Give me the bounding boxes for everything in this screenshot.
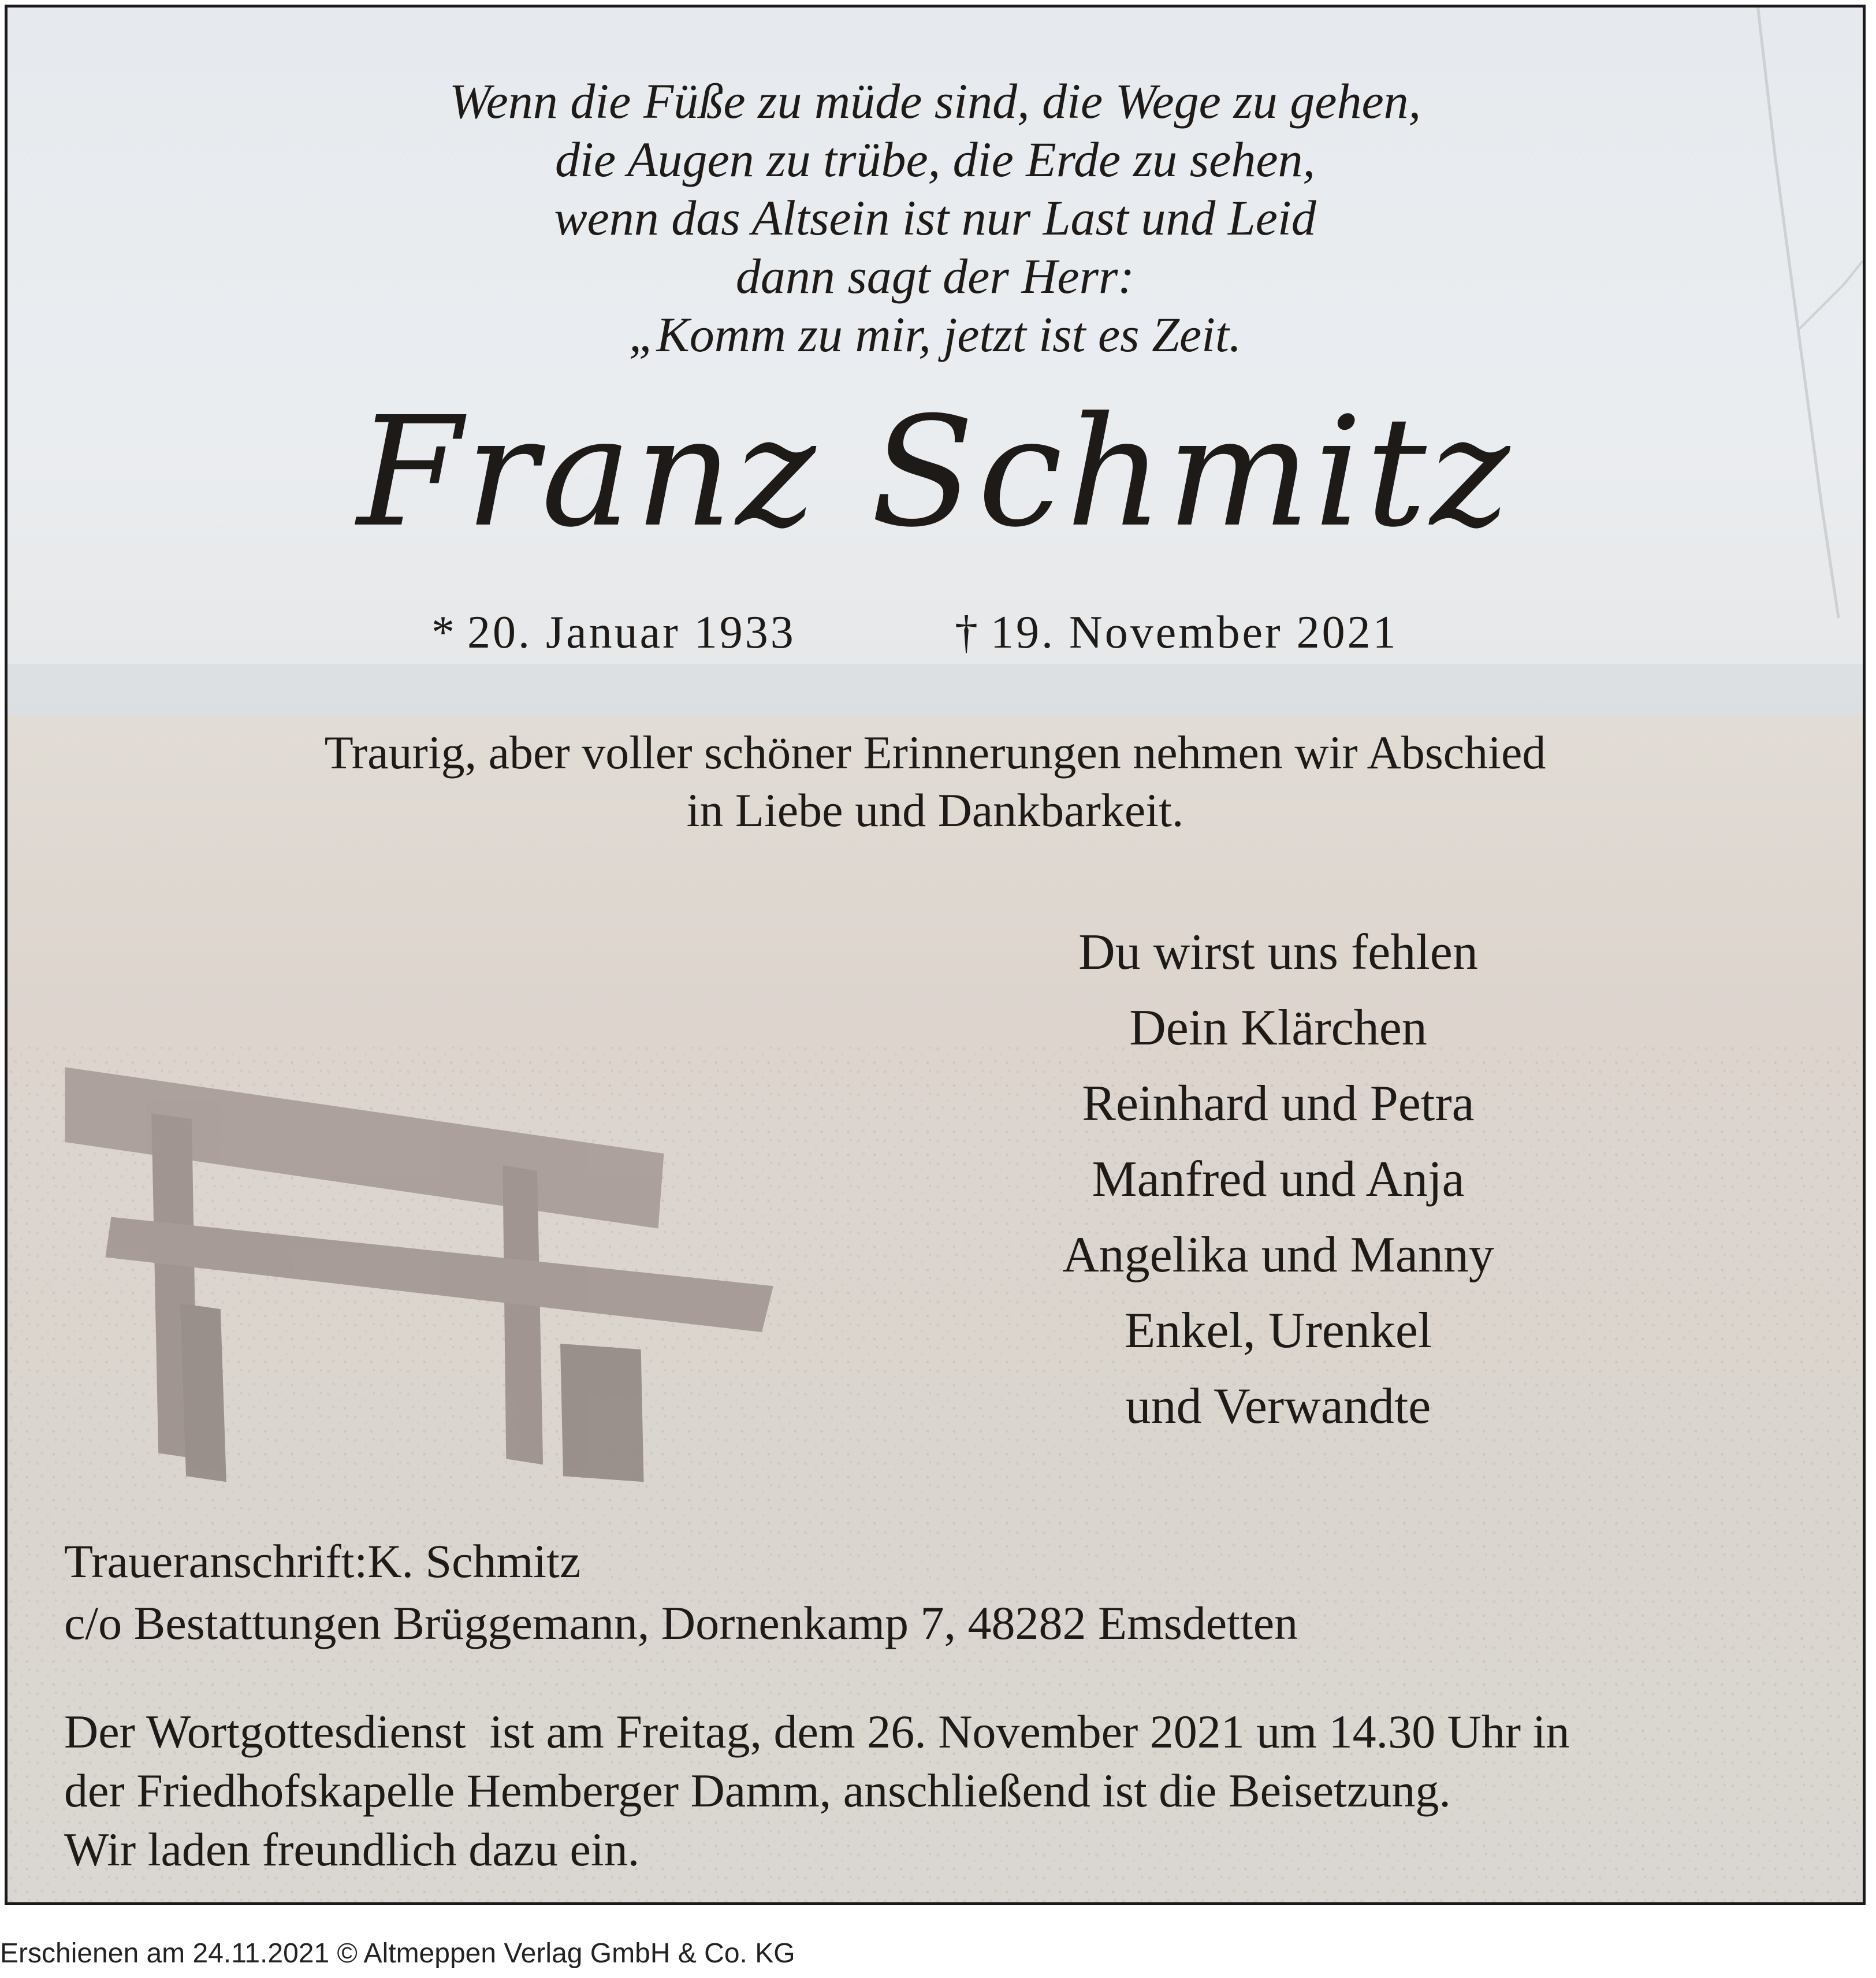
obituary-notice: [5, 5, 1866, 1905]
service-line: Wir laden freundlich dazu ein.: [64, 1823, 640, 1876]
poem-line: „Komm zu mir, jetzt ist es Zeit.: [628, 307, 1242, 362]
farewell-line: Traurig, aber voller schöner Erinnerungen nehmen wir Abschied: [324, 726, 1546, 779]
mourning-address: [64, 1530, 1298, 1654]
mourner-line: Angelika und Manny: [1062, 1227, 1494, 1283]
service-line: der Friedhofskapelle Hemberger Damm, anschließend ist die Beisetzung.: [64, 1764, 1451, 1817]
birth-date: [431, 604, 796, 661]
mourner-line: Reinhard und Petra: [1082, 1076, 1475, 1132]
mourner-line: Manfred und Anja: [1092, 1151, 1465, 1207]
mourner-line: und Verwandte: [1125, 1378, 1431, 1434]
mourners-list: [955, 914, 1602, 1444]
address-line: Traueranschrift:K. Schmitz: [64, 1535, 581, 1587]
address-line: c/o Bestattungen Brüggemann, Dornenkamp 7, 48282 Emsdetten: [64, 1597, 1298, 1649]
mourner-line: Du wirst uns fehlen: [1078, 924, 1478, 980]
birth-star-icon: *: [431, 607, 457, 658]
poem-line: dann sagt der Herr:: [735, 248, 1135, 304]
farewell-line: in Liebe und Dankbarkeit.: [686, 784, 1184, 836]
birth-date-text: 20. Januar 1933: [467, 607, 796, 658]
publication-credit: Erschienen am 24.11.2021 © Altmeppen Verlag GmbH & Co. KG: [0, 1938, 795, 1969]
poem-line: Wenn die Füße zu müde sind, die Wege zu gehen,: [449, 73, 1421, 129]
mourner-line: Dein Klärchen: [1129, 1000, 1427, 1056]
poem-line: wenn das Altsein ist nur Last und Leid: [554, 190, 1316, 246]
service-line: Der Wortgottesdienst ist am Freitag, dem 26. November 2021 um 14.30 Uhr in: [64, 1705, 1570, 1758]
death-date-text: 19. November 2021: [991, 607, 1398, 658]
poem-line: die Augen zu trübe, die Erde zu sehen,: [554, 132, 1316, 187]
death-date: [955, 604, 1398, 661]
service-info: [64, 1702, 1569, 1879]
death-cross-icon: †: [955, 607, 980, 658]
deceased-name: Franz Schmitz: [357, 384, 1513, 560]
farewell-text: [8, 724, 1863, 839]
mourner-line: Enkel, Urenkel: [1124, 1303, 1432, 1359]
notice-content: [8, 8, 1863, 1902]
poem: [8, 72, 1863, 364]
